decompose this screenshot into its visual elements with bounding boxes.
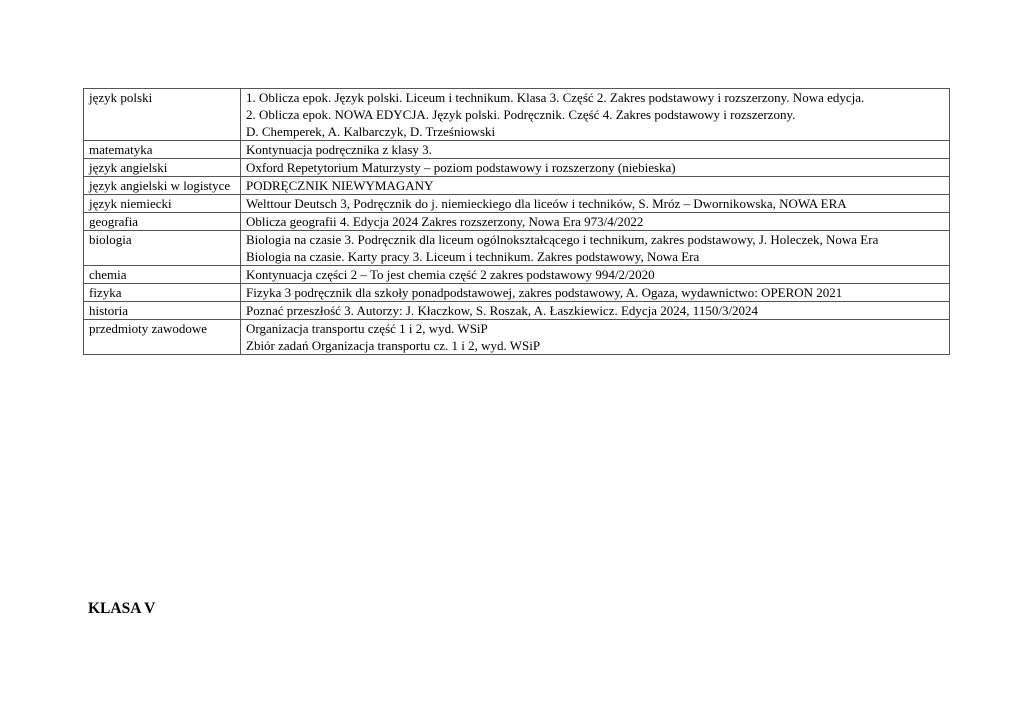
subject-cell: język angielski w logistyce bbox=[84, 177, 241, 195]
subject-cell: historia bbox=[84, 302, 241, 320]
table-row bbox=[84, 159, 950, 177]
textbook-cell bbox=[241, 159, 950, 177]
textbook-table-body bbox=[84, 89, 950, 355]
table-row bbox=[84, 177, 950, 195]
subject-cell: język polski bbox=[84, 89, 241, 141]
textbook-entry: Kontynuacja podręcznika z klasy 3. bbox=[246, 142, 432, 157]
subject-cell: fizyka bbox=[84, 284, 241, 302]
table-row bbox=[84, 231, 950, 266]
table-row bbox=[84, 195, 950, 213]
subject-cell: język niemiecki bbox=[84, 195, 241, 213]
subject-cell: biologia bbox=[84, 231, 241, 266]
textbook-entry: Biologia na czasie. Karty pracy 3. Liceum i technikum. Zakres podstawowy, Nowa Era bbox=[246, 249, 700, 264]
table-row bbox=[84, 213, 950, 231]
textbook-entry: Poznać przeszłość 3. Autorzy: J. Kłaczkow, S. Roszak, A. Łaszkiewicz. Edycja 2024, 1150/3/2024 bbox=[246, 303, 759, 318]
textbook-entry: 1. Oblicza epok. Język polski. Liceum i technikum. Klasa 3. Część 2. Zakres podstawowy i rozszerzony. Nowa edycja. bbox=[246, 90, 865, 105]
textbook-entry: 2. Oblicza epok. NOWA EDYCJA. Język polski. Podręcznik. Część 4. Zakres podstawowy i rozszerzony. bbox=[246, 107, 796, 122]
table-row bbox=[84, 89, 950, 141]
textbook-entry: Fizyka 3 podręcznik dla szkoły ponadpodstawowej, zakres podstawowy, A. Ogaza, wydawnictwo: OPERON 2021 bbox=[246, 285, 843, 300]
textbook-entry: Zbiór zadań Organizacja transportu cz. 1 i 2, wyd. WSiP bbox=[246, 338, 541, 353]
table-row bbox=[84, 284, 950, 302]
subject-cell: chemia bbox=[84, 266, 241, 284]
textbook-entry: PODRĘCZNIK NIEWYMAGANY bbox=[246, 178, 434, 193]
subject-cell: matematyka bbox=[84, 141, 241, 159]
textbook-cell bbox=[241, 213, 950, 231]
textbook-cell bbox=[241, 320, 950, 355]
subject-cell: przedmioty zawodowe bbox=[84, 320, 241, 355]
textbook-entry: Biologia na czasie 3. Podręcznik dla liceum ogólnokształcącego i technikum, zakres podstawowy, J. Holeczek, Nowa Era bbox=[246, 232, 879, 247]
subject-cell: geografia bbox=[84, 213, 241, 231]
textbook-cell bbox=[241, 141, 950, 159]
textbook-cell bbox=[241, 195, 950, 213]
textbook-cell bbox=[241, 302, 950, 320]
textbook-entry: D. Chemperek, A. Kalbarczyk, D. Trześniowski bbox=[246, 124, 496, 139]
textbook-cell bbox=[241, 284, 950, 302]
textbook-cell bbox=[241, 266, 950, 284]
table-row bbox=[84, 266, 950, 284]
subject-cell: język angielski bbox=[84, 159, 241, 177]
textbook-cell bbox=[241, 231, 950, 266]
textbook-entry: Kontynuacja części 2 – To jest chemia część 2 zakres podstawowy 994/2/2020 bbox=[246, 267, 655, 282]
textbook-entry: Welttour Deutsch 3, Podręcznik do j. niemieckiego dla liceów i techników, S. Mróz – Dwornikowska, NOWA ERA bbox=[246, 196, 847, 211]
textbook-entry: Oxford Repetytorium Maturzysty – poziom podstawowy i rozszerzony (niebieska) bbox=[246, 160, 676, 175]
textbook-entry: Oblicza geografii 4. Edycja 2024 Zakres rozszerzony, Nowa Era 973/4/2022 bbox=[246, 214, 644, 229]
textbook-entry: Organizacja transportu część 1 i 2, wyd. WSiP bbox=[246, 321, 488, 336]
table-row bbox=[84, 302, 950, 320]
textbook-table bbox=[83, 88, 950, 355]
textbook-cell bbox=[241, 177, 950, 195]
textbook-cell bbox=[241, 89, 950, 141]
table-row bbox=[84, 141, 950, 159]
section-heading: KLASA V bbox=[88, 600, 156, 617]
table-row bbox=[84, 320, 950, 355]
